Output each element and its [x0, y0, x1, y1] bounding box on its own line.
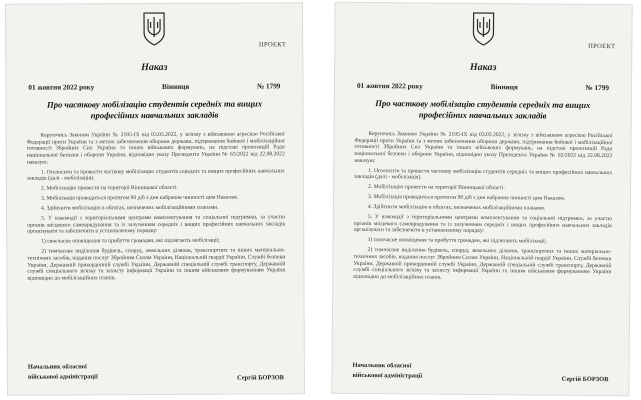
- paragraph: 1) своєчасне оповіщення та прибуття громадян, які підлягають мобілізації;: [41, 237, 220, 245]
- signature-role: Начальник обласної: [352, 361, 412, 370]
- document-date: 01 жовтня 2022 року: [28, 83, 95, 92]
- paragraph: 2. Мобілізацію провести на території Вінницької області.: [368, 184, 505, 192]
- paragraph: 3. Мобілізація проводиться протягом 90 діб з дня набрання чинності цим Наказом.: [40, 194, 239, 202]
- document-body: [353, 131, 612, 286]
- trident-emblem-icon: [141, 10, 167, 46]
- document-body: [27, 131, 286, 285]
- paragraph: 2) тимчасове виділення будівель, споруд, земельних ділянок, транспортних та інших матеріально-технічних засобів, надання послуг Збройним Силам України, Національній гвардії України, Службі безпеки України, Державній прикордонній службі України, Державній спеціальній службі транспорту, Державній службі спеціального зв'язку та захисту інформації України та іншим військовим формуванням України відповідно до мобілізаційних планів.: [353, 247, 612, 281]
- document-photo-left: [5, 2, 305, 396]
- paragraph: 5. У взаємодії з територіальними центрами комплектування та соціальної підтримки, за участю органів місцевого самоврядування та із залученням середніх і вищих професійних навчальних закладів організувати та забезпечити в установленому порядку:: [27, 214, 286, 236]
- paragraph: 4. Здійснити мобілізацію в обсягах, визначених мобілізаційними планами.: [41, 204, 219, 212]
- paragraph: 1. Оголосити та провести часткову мобілізацію студентів середніх та вищих професійних навчальних закладів (далі - мобілізація).: [26, 168, 285, 183]
- project-stamp: ПРОЕКТ: [259, 41, 287, 49]
- paragraph: Керуючись Законом України № 2105-IX від 03.03.2022, у зв'язку з військовою агресією Російської Федерації проти України та з метою забезпечення оборони держави, підтримання бойової і мобілізаційної готовності Збройних Сил України та інших військових формувань, на підставі пропозицій Ради національної безпеки і оборони України, відповідно указу Президента України № 65/2022 від 22.08.2022 наказую:: [354, 131, 613, 164]
- signature-role: Начальник обласної: [27, 363, 87, 371]
- document-number: № 1799: [585, 83, 609, 93]
- document-meta: [28, 82, 280, 91]
- document-meta: [357, 82, 609, 92]
- signature-block: [352, 361, 608, 383]
- paragraph: 4. Здійснити мобілізацію в обсягах, визначених мобілізаційними планами.: [367, 204, 546, 212]
- signature-role: військової адміністрації: [352, 371, 423, 380]
- paragraph: 2) тимчасове виділення будівель, споруд, земельних ділянок, транспортних та інших матеріально-технічних засобів, надання послуг Збройним Силам України, Національній гвардії України, Службі безпеки України, Державній прикордонній службі України, Державній спеціальній службі транспорту, Державній службі спеціального зв'язку та захисту інформації України та іншим військовим формуванням України відповідно до мобілізаційних планів.: [27, 247, 286, 282]
- document-type: Наказ: [469, 61, 497, 74]
- document-title: Про часткову мобілізацію студентів середніх та вищих професійних навчальних закладів: [46, 98, 263, 120]
- document-date: 01 жовтня 2022 року: [356, 81, 423, 91]
- document-number: № 1799: [256, 82, 281, 91]
- signature-block: [28, 361, 284, 382]
- trident-emblem-icon: [470, 10, 496, 46]
- document-city: Вінниця: [490, 83, 518, 92]
- signature-name: Сергій БОРЗОВ: [237, 374, 284, 382]
- document-title: Про часткову мобілізацію студентів середніх та вищих професійних навчальних закладів: [375, 98, 591, 121]
- document-photo-right: [331, 2, 632, 397]
- document-type: Наказ: [141, 61, 168, 74]
- document-city: Вінниця: [162, 82, 190, 91]
- signature-role: військової адміністрації: [27, 373, 98, 381]
- paragraph: 1. Оголосити та провести часткову мобілізацію студентів середніх та вищих професійних навчальних закладів (далі - мобілізація).: [354, 167, 613, 181]
- paragraph: Керуючись Законом України № 2105-IX від 03.03.2022, у зв'язку з військовою агресією Російської Федерації проти України та з метою забезпечення оборони держави, підтримання бойової і мобілізаційної готовності Збройних Сил України та інших військових формувань, на підставі пропозицій Ради національної безпеки і оборони України, відповідно указу Президента України № 65/2022 від 22.08.2022 наказую:: [26, 131, 285, 166]
- signature-name: Сергій БОРЗОВ: [561, 375, 609, 384]
- paragraph: 3. Мобілізація проводиться протягом 90 діб з дня набрання чинності цим Наказом.: [367, 194, 566, 202]
- project-stamp: ПРОЕКТ: [588, 42, 616, 51]
- paragraph: 2. Мобілізацію провести на території Вінницької області.: [40, 185, 178, 192]
- paragraph: 1) своєчасне оповіщення та прибуття громадян, які підлягають мобілізації;: [367, 237, 547, 245]
- paragraph: 5. У взаємодії з територіальними центрами комплектування та соціальної підтримки, за участю органів місцевого самоврядування та із залученням середніх і вищих професійних навчальних закладів організувати та забезпечити в установленому порядку:: [353, 213, 612, 235]
